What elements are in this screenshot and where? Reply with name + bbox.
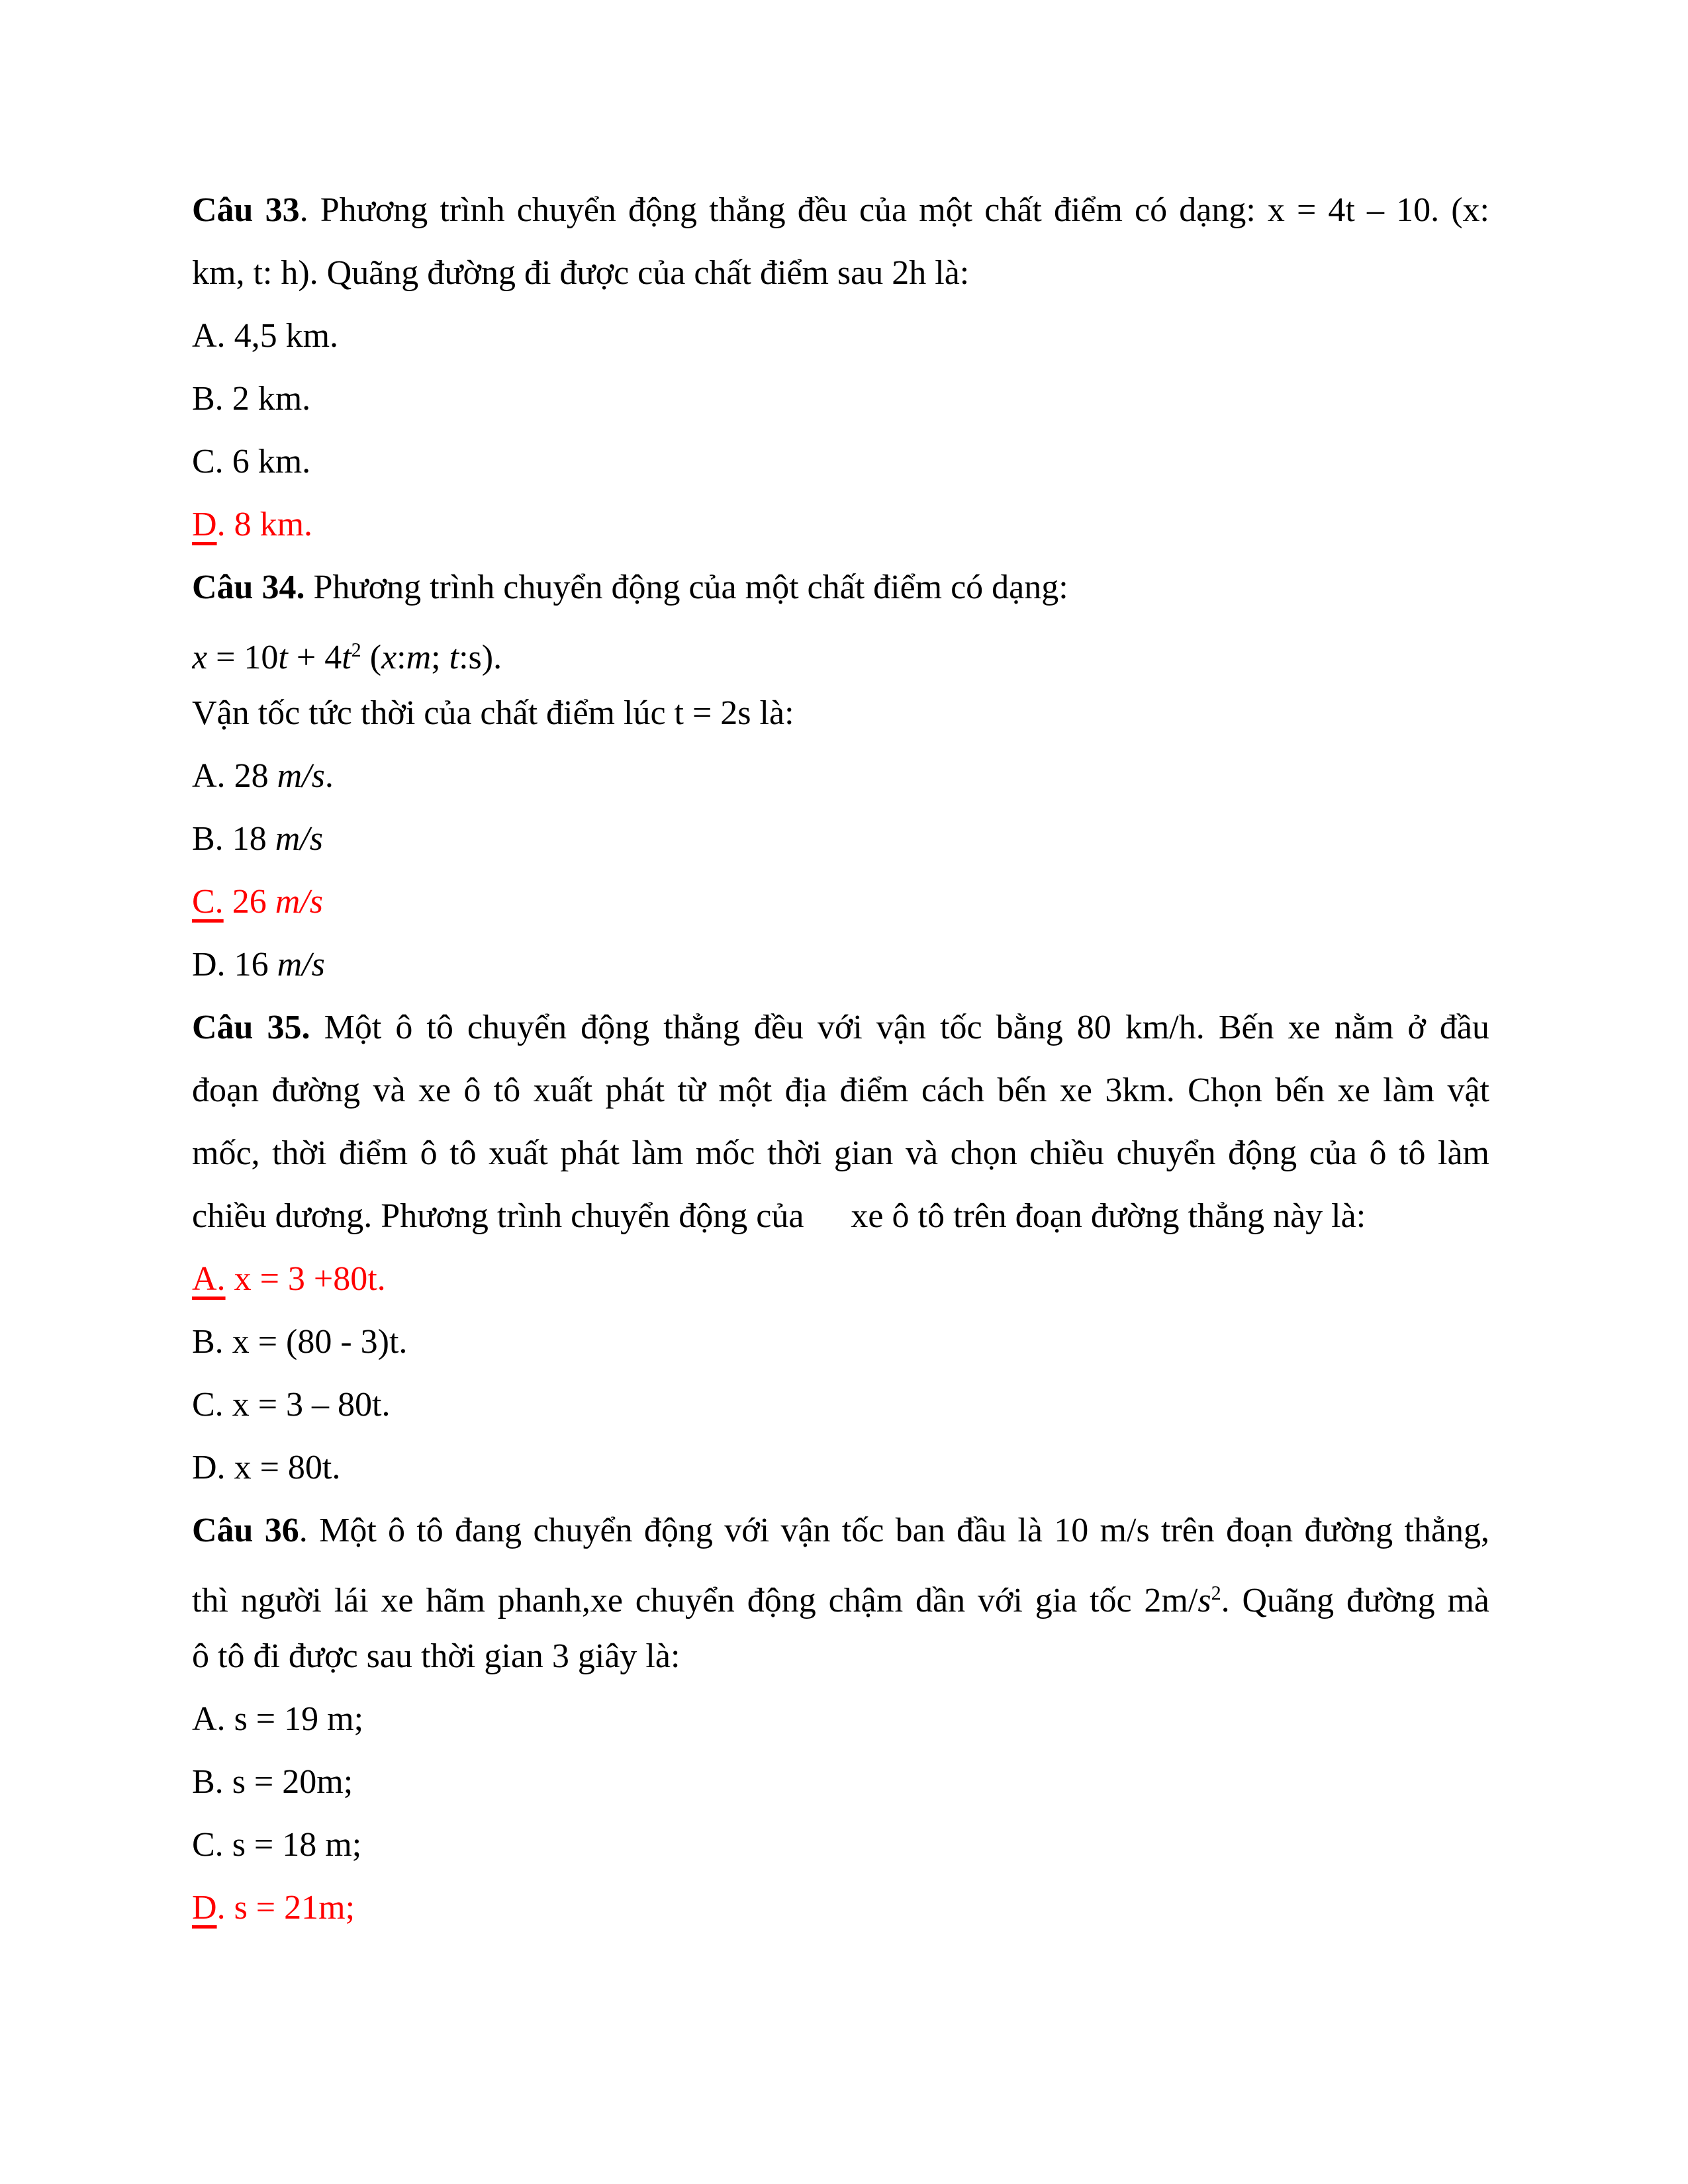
question-number: Câu 36 (192, 1512, 299, 1549)
q35-option-d (192, 1436, 1489, 1499)
stem-text: . Quãng đường mà (1221, 1582, 1489, 1620)
q36-stem-line-1 (192, 1499, 1489, 1562)
q33-option-a (192, 304, 1489, 367)
stem-text: s (1197, 1582, 1211, 1620)
q33-stem-line-1 (192, 179, 1489, 242)
answer-letter: A. (192, 317, 226, 355)
answer-text: 6 km. (223, 443, 311, 480)
answer-letter: C. (192, 883, 224, 921)
formula-part: x (192, 639, 208, 677)
answer-letter: A. (192, 1260, 226, 1298)
answer-text: x = (80 - 3)t. (223, 1323, 408, 1361)
formula-part: t (449, 639, 459, 677)
answer-text: 26 (223, 883, 275, 921)
q36-option-c (192, 1813, 1489, 1876)
answer-text: 2 km. (223, 380, 311, 418)
question-number: Câu 34. (192, 569, 305, 606)
formula-superscript: 2 (351, 639, 361, 661)
stem-text: Phương trình chuyển động của một chất điểm có dạng: (305, 569, 1068, 606)
stem-text: chiều dương. Phương trình chuyển động của (192, 1197, 813, 1235)
answer-letter: B. (192, 1323, 224, 1361)
answer-text: s = 19 m; (225, 1700, 364, 1738)
stem-text: Một ô tô chuyển động thẳng đều với vận tốc bằng 80 km/h. Bến xe nằm ở đầu (310, 1009, 1489, 1046)
answer-text: x = 80t. (225, 1449, 341, 1486)
stem-text: km, t: h). Quãng đường đi được của chất điểm sau 2h là: (192, 254, 970, 292)
q35-stem-line-3 (192, 1122, 1489, 1185)
formula-part: x (381, 639, 397, 677)
q36-stem-line-2 (192, 1562, 1489, 1625)
answer-text: x = 3 +80t. (225, 1260, 386, 1298)
question-number: Câu 35. (192, 1009, 310, 1046)
formula-part: m (406, 639, 432, 677)
q34-option-b (192, 807, 1489, 870)
answer-text: 4,5 km. (225, 317, 339, 355)
answer-letter: A. (192, 1700, 226, 1738)
q34-stem-line-2 (192, 682, 1489, 745)
q35-stem-line-2 (192, 1059, 1489, 1122)
answer-letter: B. (192, 380, 224, 418)
formula-part: ( (361, 639, 382, 677)
answer-text: x = 3 – 80t. (223, 1386, 391, 1424)
formula-part: : (397, 639, 406, 677)
q33-option-d (192, 493, 1489, 556)
answer-letter: C. (192, 1826, 224, 1864)
answer-unit: m/s (277, 946, 325, 983)
q35-option-c (192, 1373, 1489, 1436)
answer-letter: C. (192, 1386, 224, 1424)
formula-part: t (278, 639, 288, 677)
answer-letter: D. (192, 1449, 226, 1486)
formula-part: ; (431, 639, 449, 677)
formula-part: t (342, 639, 352, 677)
q34-option-d (192, 933, 1489, 996)
stem-text: . Một ô tô đang chuyển động với vận tốc ban đầu là 10 m/s trên đoạn đường thẳng, (299, 1512, 1489, 1549)
answer-letter: B. (192, 1763, 224, 1801)
question-list (192, 179, 1489, 1939)
stem-text: . Phương trình chuyển động thẳng đều của một chất điểm có dạng: x = 4t – 10. (x: (299, 191, 1489, 229)
q36-option-b (192, 1751, 1489, 1813)
answer-text: 28 (225, 757, 277, 795)
answer-text: . (324, 757, 334, 795)
answer-text: s = 20m; (223, 1763, 353, 1801)
answer-unit: m/s (277, 757, 325, 795)
q35-stem-line-1 (192, 996, 1489, 1059)
answer-text: . 8 km. (216, 506, 313, 543)
q34-option-c (192, 870, 1489, 933)
answer-text: 18 (223, 820, 275, 858)
stem-text: mốc, thời điểm ô tô xuất phát làm mốc thời gian và chọn chiều chuyển động của ô tô làm (192, 1134, 1489, 1172)
formula-part: + 4 (287, 639, 342, 677)
q35-option-b (192, 1310, 1489, 1373)
formula-part: = 10 (207, 639, 279, 677)
answer-letter: B. (192, 820, 224, 858)
formula-superscript: 2 (1211, 1582, 1221, 1604)
answer-text: s = 18 m; (223, 1826, 362, 1864)
q33-stem-line-2 (192, 242, 1489, 304)
answer-text: . s = 21m; (216, 1889, 355, 1927)
q34-stem-line-1 (192, 556, 1489, 619)
answer-unit: m/s (275, 820, 323, 858)
answer-unit: m/s (275, 883, 323, 921)
answer-letter: D (192, 506, 217, 543)
q34-formula (192, 619, 1489, 682)
q35-stem-line-4 (192, 1185, 1489, 1248)
q36-stem-line-3 (192, 1625, 1489, 1688)
answer-letter: C. (192, 443, 224, 480)
answer-text: 16 (225, 946, 277, 983)
q33-option-c (192, 430, 1489, 493)
answer-letter: D (192, 1889, 217, 1927)
stem-text: đoạn đường và xe ô tô xuất phát từ một địa điểm cách bến xe 3km. Chọn bến xe làm vật (192, 1071, 1489, 1109)
answer-letter: D. (192, 946, 226, 983)
stem-text: ô tô đi được sau thời gian 3 giây là: (192, 1637, 680, 1675)
question-number: Câu 33 (192, 191, 300, 229)
stem-text: thì người lái xe hãm phanh,xe chuyển động chậm dần với gia tốc 2m/ (192, 1582, 1198, 1620)
stem-text: Vận tốc tức thời của chất điểm lúc t = 2s là: (192, 694, 794, 732)
q35-option-a (192, 1248, 1489, 1310)
formula-part: :s). (459, 639, 502, 677)
q36-option-d (192, 1876, 1489, 1939)
q33-option-b (192, 367, 1489, 430)
q36-option-a (192, 1688, 1489, 1751)
stem-text: xe ô tô trên đoạn đường thẳng này là: (842, 1197, 1366, 1235)
answer-letter: A. (192, 757, 226, 795)
q34-option-a (192, 745, 1489, 807)
